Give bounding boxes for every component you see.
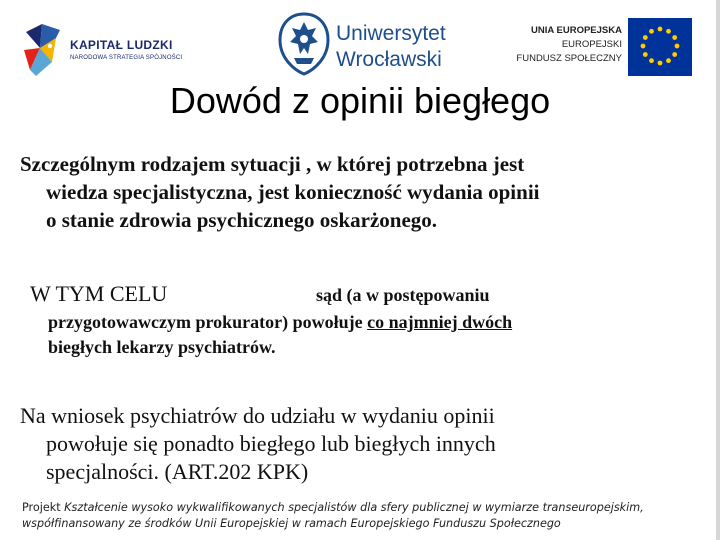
slide-title: Dowód z opinii biegłego	[169, 80, 551, 121]
paragraph-1-line: o stanie zdrowia psychicznego oskarżonego.	[46, 208, 438, 232]
paragraph-1-line: Szczególnym rodzajem sytuacji , w której potrzebna jest	[20, 152, 525, 176]
paragraph-2-line3: biegłych lekarzy psychiatrów.	[48, 337, 276, 357]
footer-label: Projekt	[22, 501, 61, 514]
paragraph-3-line: Na wniosek psychiatrów do udziału w wydaniu opinii	[20, 403, 495, 428]
paragraph-2-emphasis: co najmniej dwóch	[367, 312, 513, 332]
eu-line2: EUROPEJSKI	[561, 39, 622, 50]
footer-line1	[22, 500, 712, 516]
eu-line1: UNIA EUROPEJSKA	[531, 25, 622, 36]
eu-logo	[516, 16, 700, 76]
paragraph-3-line: specjalności. (ART.202 KPK)	[46, 459, 309, 484]
slide-edge	[716, 0, 720, 540]
university-name-line1: Uniwersytet	[336, 22, 446, 45]
paragraph-3	[20, 402, 710, 486]
paragraph-1	[20, 150, 710, 234]
footer-line2: współfinansowany ze środków Unii Europejskiej w ramach Europejskiego Funduszu Społecznego	[22, 517, 561, 530]
kapital-ludzki-subtitle: NARODOWA STRATEGIA SPÓJNOŚCI	[70, 55, 183, 61]
paragraph-2-line2	[48, 310, 512, 335]
kapital-ludzki-icon	[22, 22, 66, 78]
paragraph-3-line: powołuje się ponadto biegłego lub biegłych innych	[46, 431, 496, 456]
eu-text	[516, 24, 622, 66]
university-name-line2: Wrocławski	[336, 48, 442, 71]
eu-line3: FUNDUSZ SPOŁECZNY	[516, 53, 622, 64]
footer	[22, 500, 712, 532]
footer-project-name: Kształcenie wysoko wykwalifikowanych specjalistów dla sfery publicznej w wymiarze transeuropejskim,	[64, 501, 644, 514]
kapital-ludzki-logo	[22, 22, 192, 78]
kapital-ludzki-title: KAPITAŁ LUDZKI	[70, 38, 173, 52]
paragraph-2-lead: W TYM CELU	[30, 281, 168, 306]
paragraph-2-line1: sąd (a w postępowaniu	[316, 285, 490, 305]
paragraph-1-line: wiedza specjalistyczna, jest konieczność wydania opinii	[46, 180, 540, 204]
paragraph-2-line2-text: przygotowawczym prokurator) powołuje	[48, 312, 368, 332]
eu-flag-icon	[628, 18, 692, 76]
paragraph-2-body	[48, 310, 512, 360]
university-seal-icon	[278, 12, 330, 76]
university-logo	[278, 12, 448, 80]
